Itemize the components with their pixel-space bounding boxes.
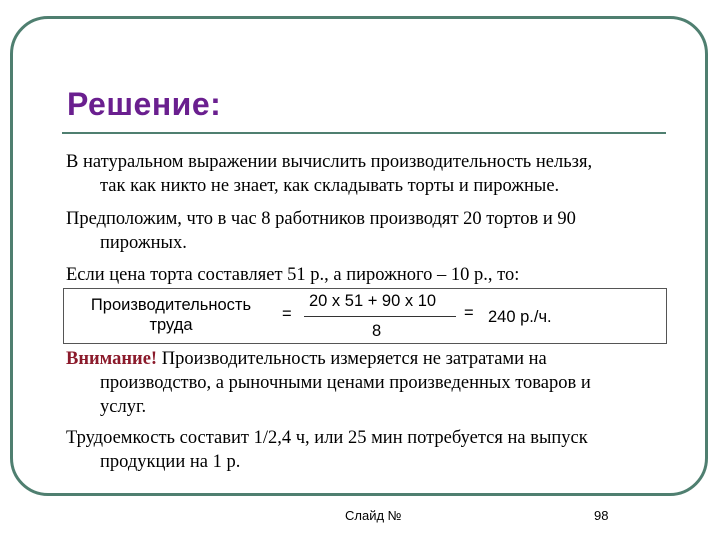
paragraph-5-line-1: Трудоемкость составит 1/2,4 ч, или 25 мин потребуется на выпуск [66, 428, 588, 448]
page-number: 98 [594, 508, 609, 523]
paragraph-2 [66, 207, 676, 255]
attention-label: Внимание! [66, 349, 158, 369]
slide-number-label: Слайд № [345, 508, 402, 523]
formula-result: 240 р./ч. [488, 308, 552, 326]
formula-equals-2: = [464, 304, 474, 322]
formula-label [76, 295, 266, 335]
formula-equals-1: = [282, 305, 292, 323]
paragraph-1-line-1: В натуральном выражении вычислить производительность нельзя, [66, 152, 593, 172]
paragraph-3-text: Если цена торта составляет 51 р., а пирожного – 10 р., то: [66, 265, 520, 285]
paragraph-1 [66, 150, 676, 198]
fraction-bar [304, 316, 456, 317]
paragraph-5-line-2: продукции на 1 р. [100, 452, 241, 472]
paragraph-3 [66, 263, 676, 287]
formula-box [63, 288, 667, 344]
paragraph-2-line-2: пирожных. [100, 233, 187, 253]
formula-label-line-1: Производительность [90, 296, 252, 314]
title-divider [62, 132, 666, 134]
paragraph-5 [66, 426, 676, 474]
slide-title: Решение: [67, 86, 222, 122]
paragraph-4-line-2: производство, а рыночными ценами произведенных товаров и [100, 373, 591, 393]
paragraph-4 [66, 347, 676, 419]
formula-label-line-2: труда [149, 316, 193, 334]
formula-numerator: 20 х 51 + 90 х 10 [309, 292, 437, 310]
paragraph-4-line-1: Производительность измеряется не затратами на [157, 349, 547, 369]
paragraph-4-line-3: услуг. [100, 397, 147, 417]
paragraph-2-line-1: Предположим, что в час 8 работников производят 20 тортов и 90 [66, 209, 576, 229]
formula-denominator: 8 [372, 322, 382, 340]
paragraph-1-line-2: так как никто не знает, как складывать торты и пирожные. [100, 176, 560, 196]
